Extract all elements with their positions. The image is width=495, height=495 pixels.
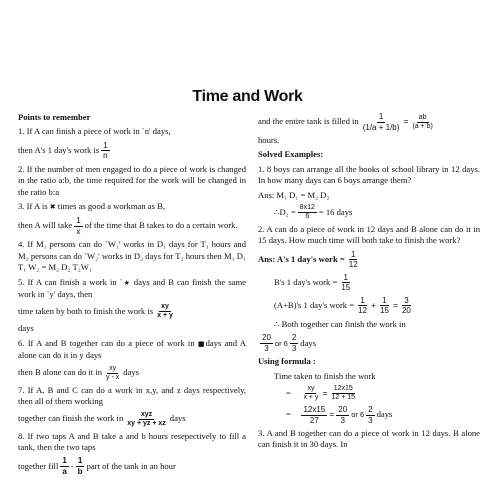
example-1-answer: Ans: M₁ D₁ = M₂ D₂ [258,189,330,200]
both-result: $\frac{20}{3}$ or 6 $\frac{2}{3}$ days [262,333,317,353]
star-icon: ★ [122,278,131,287]
point-8: 8. If two taps A and B take a and b hours resepectively to fill a tank, then the two taps [18,430,246,452]
fraction: $\frac{xy}{x + y}$ [157,303,173,320]
fraction: $\frac{ab}{(a + b)}$ [412,113,433,130]
fraction: $\frac{1}{15}$ [341,272,351,293]
fraction: $\frac{1}{n}$ [103,140,108,161]
fraction: $\frac{8x12}{6}$ [299,204,315,221]
fraction: $\frac{1}{15}$ [380,295,389,316]
fraction: $\frac{1}{a}$ [62,456,67,476]
fraction: $\frac{1}{12}$ [348,249,358,270]
formula-line-2: = $\frac{12x15}{27}$ = $\frac{20}{3}$ or 6 $\frac{2}{3}$ days [286,405,393,425]
fraction: $\frac{12x15}{27}$ [303,405,326,425]
fraction: $\frac{12x15}{12 + 15}$ [331,385,356,402]
right-column [258,112,480,454]
answer-b: B's 1 day's work = $\frac{1}{15}$ [274,272,351,293]
fraction: $\frac{1}{12}$ [358,295,368,316]
point-1: 1. If A can finish a piece of work in `n' days, [18,126,171,137]
cross-icon: ✖ [49,203,56,212]
fraction: $\frac{2}{3}$ [291,333,297,353]
point-6-formula: then B alone can do it in $\frac{xy}{y - x}$ days [18,364,140,381]
fraction: $\frac{20}{3}$ [338,405,348,425]
point-5: 5. If A can finish a work in `★ days and B can finish the same work in `y' days, then [18,276,246,300]
point-7-formula: together can finish the work in $\frac{\text{xyz}}{xy + yz + xz}$ days [18,410,186,427]
fraction: $\frac{3}{20}$ [401,295,411,316]
solved-heading: Solved Examples: [258,149,324,160]
time-taken: Time taken to finish the work [274,370,376,381]
fraction: $\frac{1}{x}$ [76,216,81,236]
example-3: 3. A and B together can do a piece of work in 12 days. B alone can finish it in 30 days. In [258,428,480,450]
tank-formula: and the entire tank is filled in $\frac{1}{(1/a + 1/b)}$ = $\frac{ab}{(a + b)}$ [258,112,433,132]
example-1: 1. 8 boys can arrange all the books of school library in 12 days. In how many days can 6 boys arrange them? [258,163,480,186]
point-4: 4. If M₁ persons can do `W₁' works in D₁ days for T₁ hours and M₂ persons can do `W₂' works in D₂ days for T₂ hours then M₁ D₁ T₁ W₂ = M₂ D₂ T₂W₁ [18,239,246,273]
formula-heading: Using formula : [258,356,316,367]
point-1-formula: then A's 1 day's work is $\frac{1}{n}$ [18,140,108,161]
example-1-calc: ∴D₂ = $\frac{8x12}{6}$ = 16 days [274,204,353,221]
answer-a: Ans: A's 1 day's work = $\frac{1}{12}$ [258,249,358,270]
point-8-formula: together fill $\frac{1}{a}$ - $\frac{1}{b}$ part of the tank in an hour [18,456,176,476]
both-together: ∴ Both together can finish the work in [274,318,406,329]
fraction: $\frac{xy}{x + y}$ [303,385,319,402]
point-6: 6. If A and B together can do a piece of work in ■days and A alone can do it in y days [18,337,246,361]
example-2: 2. A can do a piece of work in 12 days and B alone can do it in 15 days. How much time will both take to finish the work? [258,224,480,246]
fraction: $\frac{\text{xyz}}{xy + yz + xz}$ [127,410,166,427]
fraction: $\frac{xy}{y - x}$ [106,364,120,381]
point-3: 3. If A is ✖ times as good a workman as B, [18,201,165,212]
combined-work: (A+B)'s 1 day's work = $\frac{1}{12}$ + $\frac{1}{15}$ = $\frac{3}{20}$ [274,295,411,316]
fraction: $\frac{1}{(1/a + 1/b)}$ [362,112,400,132]
point-5-days: days [18,323,34,334]
page-title: Time and Work [192,88,303,105]
formula-line-1: = $\frac{xy}{x + y}$ = $\frac{12x15}{12 + 15}$ [286,385,356,402]
square-icon: ■ [197,339,206,348]
fraction: $\frac{20}{3}$ [262,333,271,353]
point-7: 7. If A, B and C can do a work in x,y, and z days respectively, then all of them working [18,384,246,407]
hours-text: hours. [258,135,280,145]
fraction: $\frac{2}{3}$ [368,405,373,425]
point-2: 2. If the number of men engaged to do a piece of work is changed in the ratio a:b, the time required for the work will be changed in the ratio b:a [18,163,246,197]
point-5-formula: time taken by both to finish the work is $\frac{xy}{x + y}$ [18,303,173,320]
fraction: $\frac{1}{b}$ [77,456,83,476]
left-column [18,112,246,479]
point-3-cont: then A will take $\frac{1}{x}$ of the time that B takes to do a certain work. [18,216,238,236]
points-heading: Points to remember [18,112,91,122]
